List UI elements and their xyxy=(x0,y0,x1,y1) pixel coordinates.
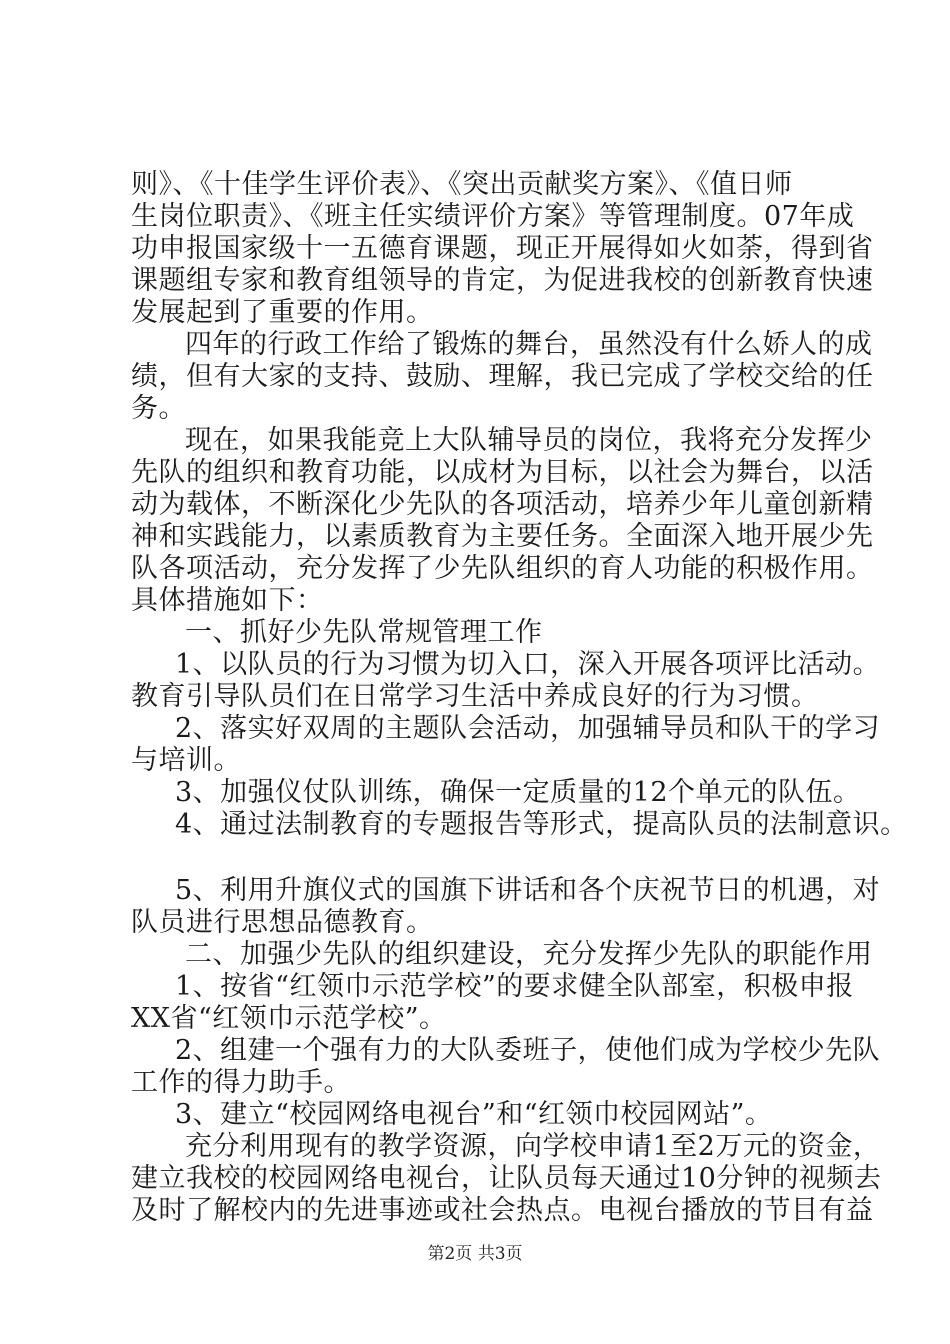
list-item: 1、以队员的行为习惯为切入口，深入开展各项评比活动。 xyxy=(175,649,881,680)
paragraph-start: 四年的行政工作给了锻炼的舞台，虽然没有什么娇人的成 xyxy=(185,329,873,360)
text-line: 队各项活动，充分发挥了少先队组织的育人功能的积极作用。 xyxy=(131,553,874,584)
text-line: 神和实践能力，以素质教育为主要任务。全面深入地开展少先 xyxy=(131,521,874,552)
text-line: 与培训。 xyxy=(131,745,241,776)
text-line: 建立我校的校园网络电视台，让队员每天通过10分钟的视频去 xyxy=(131,1163,882,1194)
text-line: 队员进行思想品德教育。 xyxy=(131,907,434,938)
text-line: 教育引导队员们在日常学习生活中养成良好的行为习惯。 xyxy=(131,681,819,712)
list-item: 4、通过法制教育的专题报告等形式，提高队员的法制意识。 xyxy=(175,809,908,840)
text-line: 动为载体，不断深化少先队的各项活动，培养少年儿童创新精 xyxy=(131,489,874,520)
list-item: 2、组建一个强有力的大队委班子，使他们成为学校少先队 xyxy=(175,1035,881,1066)
text-line: 及时了解校内的先进事迹或社会热点。电视台播放的节目有益 xyxy=(131,1195,874,1226)
section-heading: 二、加强少先队的组织建设，充分发挥少先队的职能作用 xyxy=(185,939,873,970)
text-line: 生岗位职责》、《班主任实绩评价方案》等管理制度。07年成 xyxy=(131,201,855,232)
text-line: 发展起到了重要的作用。 xyxy=(131,297,434,328)
text-line: 则》、《十佳学生评价表》、《突出贡献奖方案》、《值日师 xyxy=(131,169,793,200)
paragraph-start: 现在，如果我能竞上大队辅导员的岗位，我将充分发挥少 xyxy=(185,425,873,456)
document-body xyxy=(131,169,908,1227)
list-item: 3、建立“校园网络电视台”和“红领巾校园网站”。 xyxy=(175,1099,773,1130)
section-heading: 一、抓好少先队常规管理工作 xyxy=(185,617,543,648)
paragraph-start: 充分利用现有的教学资源，向学校申请1至2万元的资金， xyxy=(185,1131,881,1162)
text-line: 具体措施如下： xyxy=(131,585,324,616)
list-item: 1、按省“红领巾示范学校”的要求健全队部室，积极申报 xyxy=(175,971,854,1002)
page-number-footer: 第2页 共3页 xyxy=(427,1244,523,1264)
text-line: 务。 xyxy=(131,393,186,424)
text-line: 先队的组织和教育功能，以成材为目标，以社会为舞台，以活 xyxy=(131,457,874,488)
text-line: 工作的得力助手。 xyxy=(131,1067,351,1098)
list-item: 5、利用升旗仪式的国旗下讲话和各个庆祝节日的机遇，对 xyxy=(175,875,881,906)
text-line: 功申报国家级十一五德育课题，现正开展得如火如荼，得到省 xyxy=(131,233,874,264)
text-line: 绩，但有大家的支持、鼓励、理解，我已完成了学校交给的任 xyxy=(131,361,874,392)
text-line: XX省“红领巾示范学校”。 xyxy=(131,1003,447,1034)
text-line: 课题组专家和教育组领导的肯定，为促进我校的创新教育快速 xyxy=(131,265,874,296)
list-item: 2、落实好双周的主题队会活动，加强辅导员和队干的学习 xyxy=(175,713,881,744)
list-item: 3、加强仪仗队训练，确保一定质量的12个单元的队伍。 xyxy=(175,777,861,808)
